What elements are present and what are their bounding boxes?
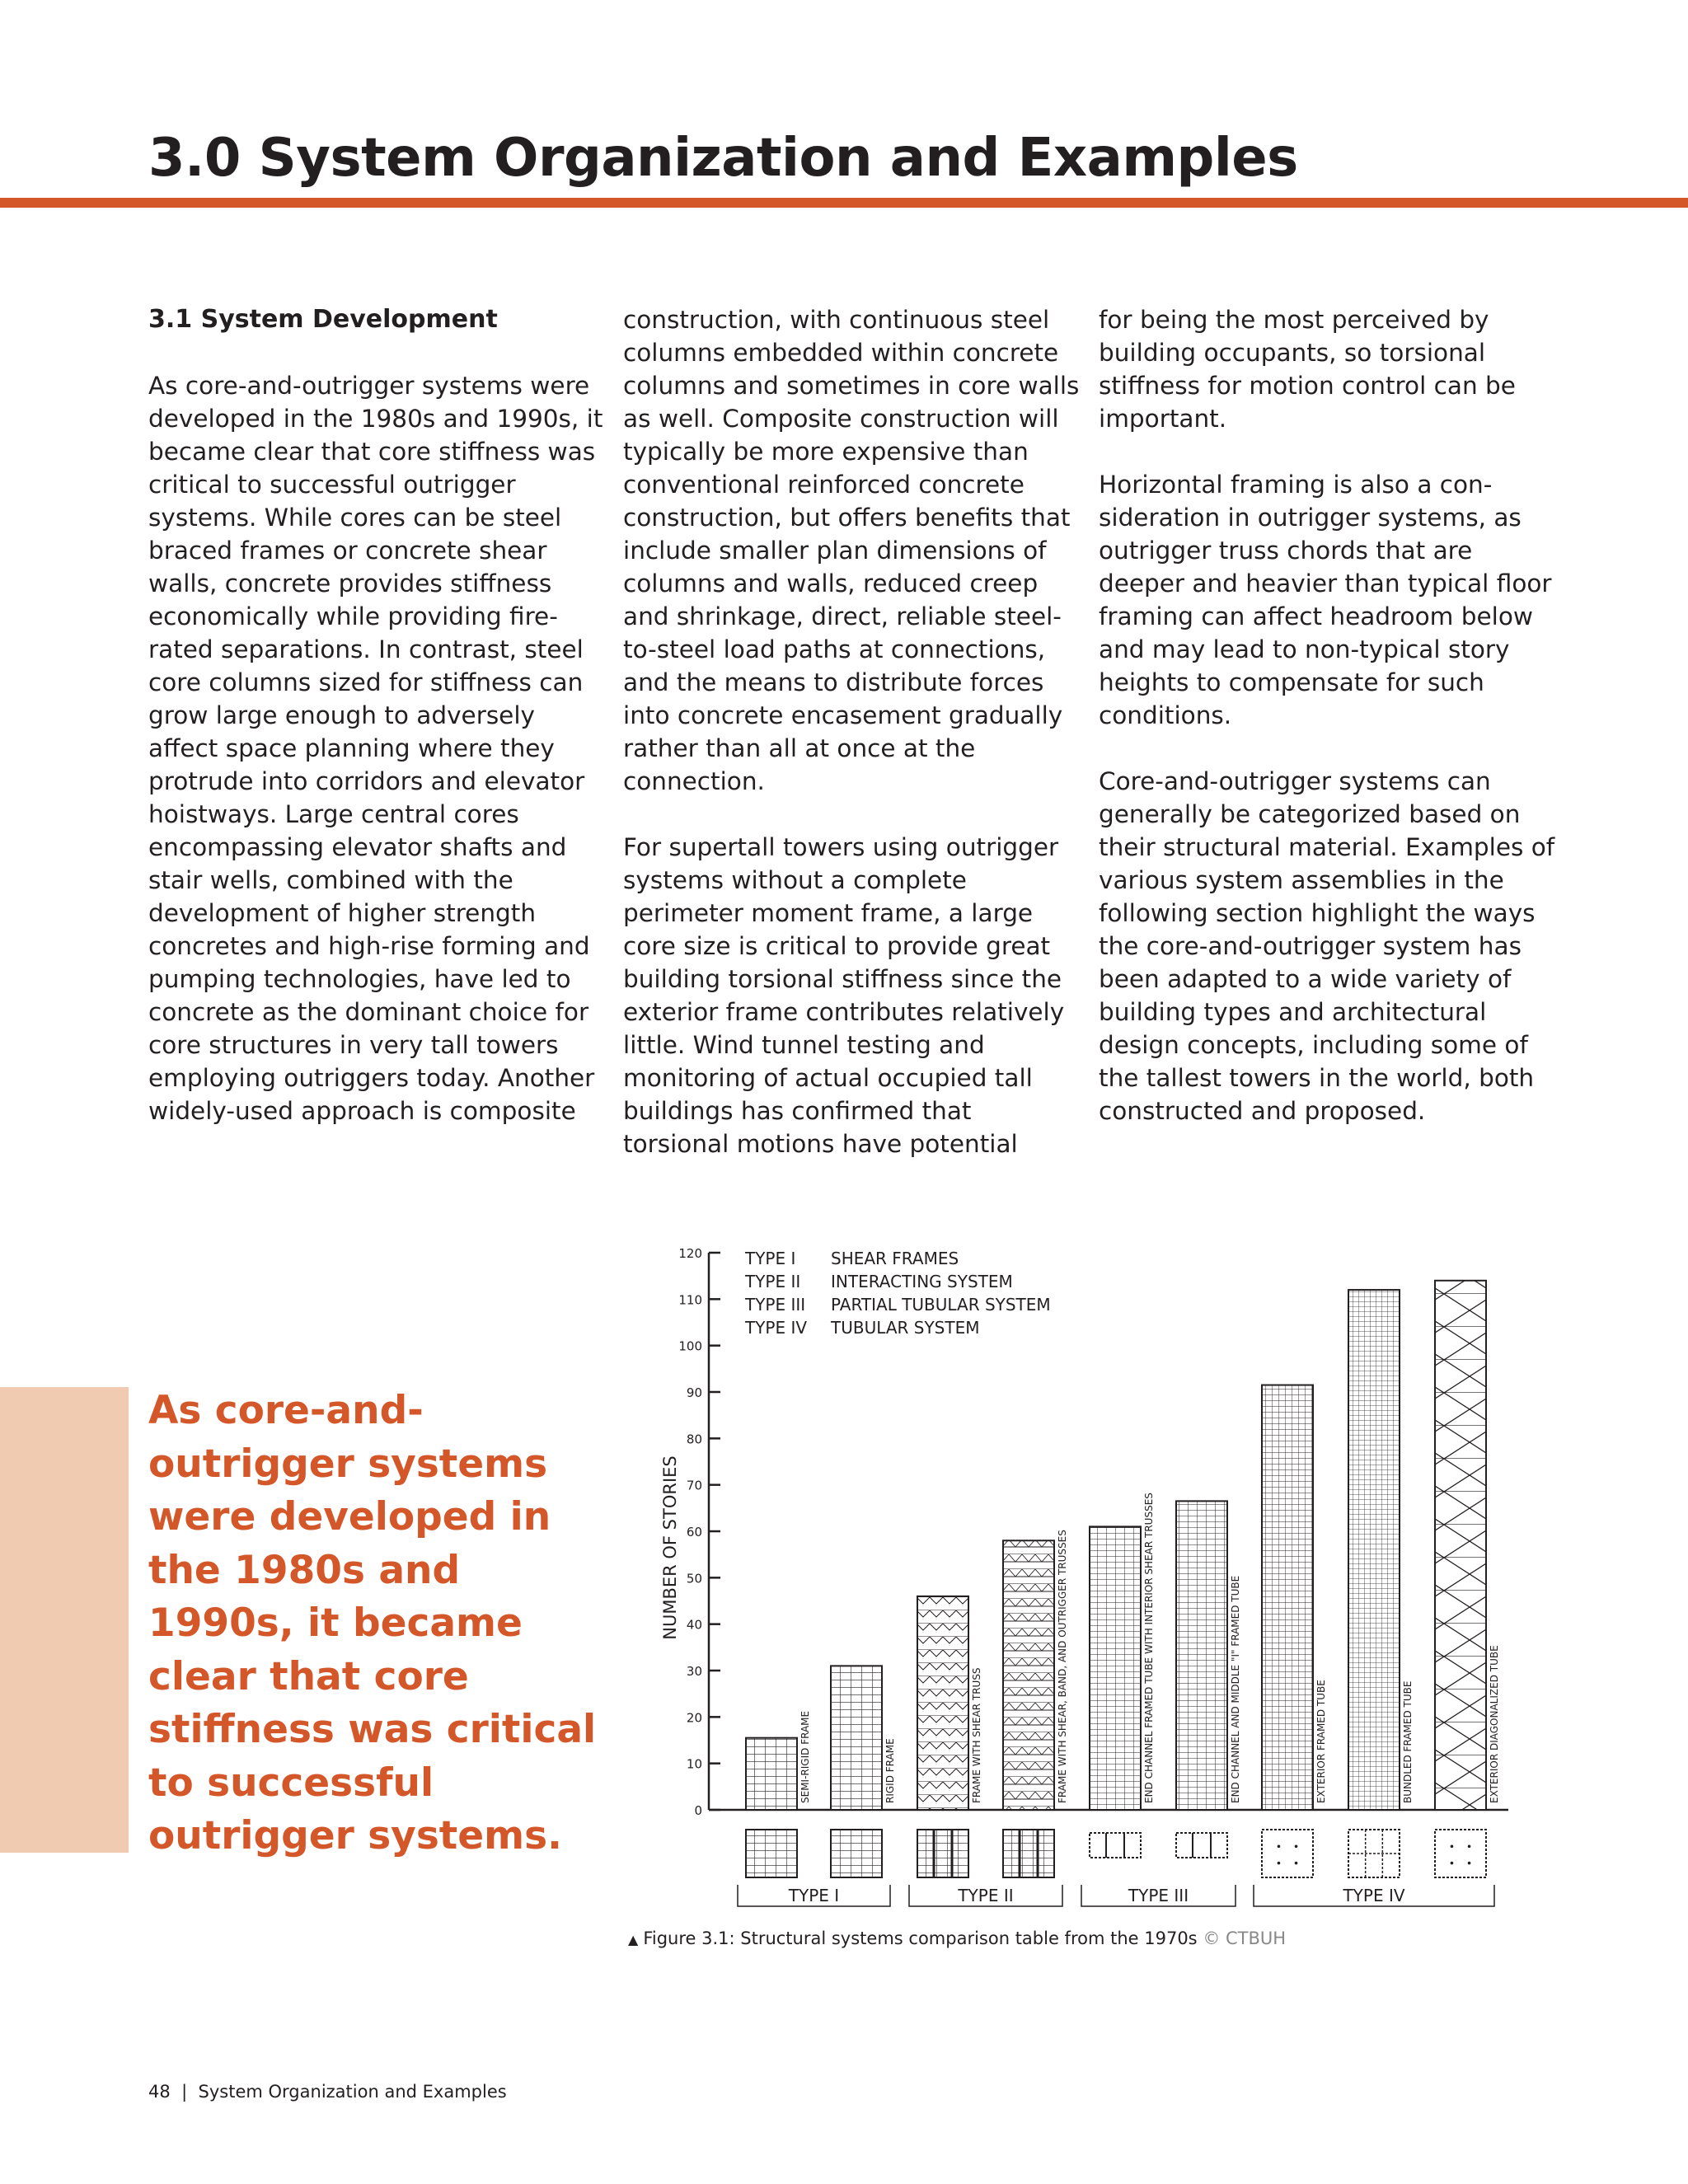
y-tick-label: 40	[686, 1617, 702, 1633]
bar	[1348, 1290, 1400, 1810]
body-column-1	[148, 303, 610, 1160]
page-title: 3.0 System Organization and Examples	[148, 128, 1298, 189]
plan-column	[1451, 1862, 1454, 1865]
plan-diagrams	[746, 1830, 1486, 1877]
bar-label: FRAME WITH SHEAR TRUSS	[971, 1667, 982, 1803]
plan-column	[1468, 1862, 1471, 1865]
plan-outline	[917, 1830, 968, 1877]
bar-label: RIGID FRAME	[884, 1738, 896, 1803]
y-tick-label: 10	[686, 1756, 702, 1772]
body-paragraph: for being the most perceived by building occupants, so torsional stiffness for motion control can be important.	[1099, 306, 1516, 433]
body-column-2	[623, 303, 1085, 1193]
plan-column	[1278, 1862, 1281, 1865]
title-rule	[0, 198, 1688, 208]
y-tick-label: 70	[686, 1478, 702, 1493]
pull-quote-bar	[0, 1387, 129, 1853]
page-number: 48	[148, 2082, 171, 2102]
plan-diagram	[1090, 1833, 1141, 1858]
bar	[917, 1596, 968, 1810]
y-tick-label: 20	[686, 1710, 702, 1726]
legend-type: TYPE II	[745, 1272, 801, 1291]
plan-diagram	[1262, 1830, 1313, 1877]
legend-type: TYPE IV	[745, 1318, 808, 1338]
plan-outline	[1090, 1833, 1141, 1858]
bar	[1176, 1501, 1227, 1810]
bar	[831, 1666, 882, 1810]
y-tick-label: 80	[686, 1432, 702, 1447]
y-tick-label: 100	[678, 1338, 702, 1354]
bar-label: FRAME WITH SHEAR, BAND, AND OUTRIGGER TRUSSES	[1057, 1530, 1068, 1803]
y-tick-label: 90	[686, 1385, 702, 1400]
plan-outline	[1003, 1830, 1054, 1877]
bar	[1003, 1540, 1054, 1810]
triangle-up-icon: ▲	[628, 1932, 639, 1947]
y-tick-label: 30	[686, 1664, 702, 1679]
plan-column	[1295, 1862, 1298, 1865]
y-tick-label: 0	[694, 1803, 702, 1818]
plan-diagram	[1435, 1830, 1486, 1877]
plan-diagram	[917, 1830, 968, 1877]
structural-systems-chart	[626, 1228, 1517, 1920]
bar-label: BUNDLED FRAMED TUBE	[1402, 1680, 1414, 1803]
chart-bars	[746, 1281, 1500, 1810]
bar-label: END CHANNEL AND MIDDLE "I" FRAMED TUBE	[1230, 1575, 1241, 1803]
body-paragraph: construction, with continuous steel columns embedded within concrete columns and sometimes in core walls as well. Composite construction will typically be more expensive than conventional reinforced concrete construction, but offers benefits that include smaller plan dimensions of columns and walls, reduced creep and shrinkage, direct, reliable steel-to-steel load paths at connections, and the means to distribute forces into concrete encasement gradually rather than all at once at the connection.	[623, 306, 1080, 795]
bar	[746, 1738, 797, 1810]
plan-outline	[1435, 1830, 1486, 1877]
footer-separator: |	[181, 2082, 188, 2102]
bar-label: EXTERIOR DIAGONALIZED TUBE	[1489, 1645, 1500, 1803]
plan-outline	[831, 1830, 882, 1877]
caption-text: Figure 3.1: Structural systems comparison table from the 1970s	[643, 1929, 1198, 1948]
group-label: TYPE II	[958, 1886, 1014, 1905]
plan-column	[1295, 1845, 1298, 1849]
plan-outline	[1262, 1830, 1313, 1877]
bar-label: EXTERIOR FRAMED TUBE	[1315, 1680, 1327, 1803]
group-label: TYPE III	[1128, 1886, 1189, 1905]
plan-column	[1278, 1845, 1281, 1849]
group-label: TYPE IV	[1343, 1886, 1405, 1905]
footer-section: System Organization and Examples	[198, 2082, 507, 2102]
pull-quote: As core-and-outrigger systems were developed in the 1980s and 1990s, it became clear that core stiffness was critical to successful outrigger systems.	[148, 1388, 597, 1858]
y-axis-label: NUMBER OF STORIES	[660, 1455, 680, 1640]
caption-credit: © CTBUH	[1203, 1929, 1287, 1948]
plan-diagram	[1003, 1830, 1054, 1877]
y-tick-label: 120	[678, 1246, 702, 1261]
legend-name: PARTIAL TUBULAR SYSTEM	[831, 1295, 1051, 1315]
body-paragraph: For supertall towers using outrigger systems without a complete perimeter moment frame, a large core size is critical to provide great building torsional stiffness since the exterior frame contributes relatively little. Wind tunnel testing and monitoring of actual occupied tall buildings has confirmed that torsional motions have potential	[623, 833, 1065, 1158]
page-footer	[148, 2082, 507, 2102]
plan-outline	[746, 1830, 797, 1877]
plan-column	[1468, 1845, 1471, 1849]
bar	[1262, 1385, 1313, 1810]
bar	[1090, 1526, 1141, 1810]
type-group-labels	[738, 1885, 1494, 1906]
plan-column	[1451, 1845, 1454, 1849]
legend-name: TUBULAR SYSTEM	[831, 1318, 980, 1338]
legend-type: TYPE I	[745, 1249, 796, 1268]
y-tick-label: 110	[678, 1292, 702, 1308]
y-tick-label: 60	[686, 1525, 702, 1540]
bar	[1435, 1281, 1486, 1810]
plan-diagram	[746, 1830, 797, 1877]
plan-diagram	[1348, 1830, 1400, 1877]
y-tick-label: 50	[686, 1571, 702, 1586]
chart-legend	[744, 1249, 1051, 1338]
figure-caption	[628, 1929, 1286, 1950]
body-column-3	[1099, 303, 1560, 1160]
body-paragraph: As core-and-outrigger systems were developed in the 1980s and 1990s, it became clear that core stiffness was critical to successful outrigger systems. While cores can be steel braced frames or concrete shear walls, concrete provides stiffness economically while providing fire-rated separations. In contrast, steel core columns sized for stiffness can grow large enough to adversely affect space planning where they protrude into corridors and elevator hoistways. Large central cores encompassing elevator shafts and stair wells, combined with the development of higher strength concretes and high-rise forming and pumping technologies, have led to concrete as the dominant choice for core structures in very tall towers employing outriggers today. Another widely-used approach is composite	[148, 372, 603, 1125]
body-paragraph: Horizontal framing is also a consideration in outrigger systems, as outrigger truss chords that are deeper and heavier than typical floor framing can affect headroom below and may lead to non-typical story heights to compensate for such conditions.	[1099, 471, 1552, 729]
section-heading: 3.1 System Development	[148, 305, 498, 334]
legend-name: INTERACTING SYSTEM	[831, 1272, 1013, 1291]
plan-diagram	[1176, 1833, 1227, 1858]
legend-type: TYPE III	[745, 1295, 806, 1315]
bar-label: END CHANNEL FRAMED TUBE WITH INTERIOR SHEAR TRUSSES	[1143, 1493, 1155, 1803]
group-label: TYPE I	[788, 1886, 840, 1905]
legend-name: SHEAR FRAMES	[831, 1249, 959, 1268]
plan-outline	[1176, 1833, 1227, 1858]
bar-label: SEMI-RIGID FRAME	[799, 1710, 811, 1803]
plan-diagram	[831, 1830, 882, 1877]
body-paragraph: Core-and-outrigger systems can generally be categorized based on their structural material. Examples of various system assemblies in the following section highlight the ways the core-and-outrigger system has been adapted to a wide variety of building types and architectural design concepts, including some of the tallest towers in the world, both constructed and proposed.	[1099, 767, 1555, 1125]
